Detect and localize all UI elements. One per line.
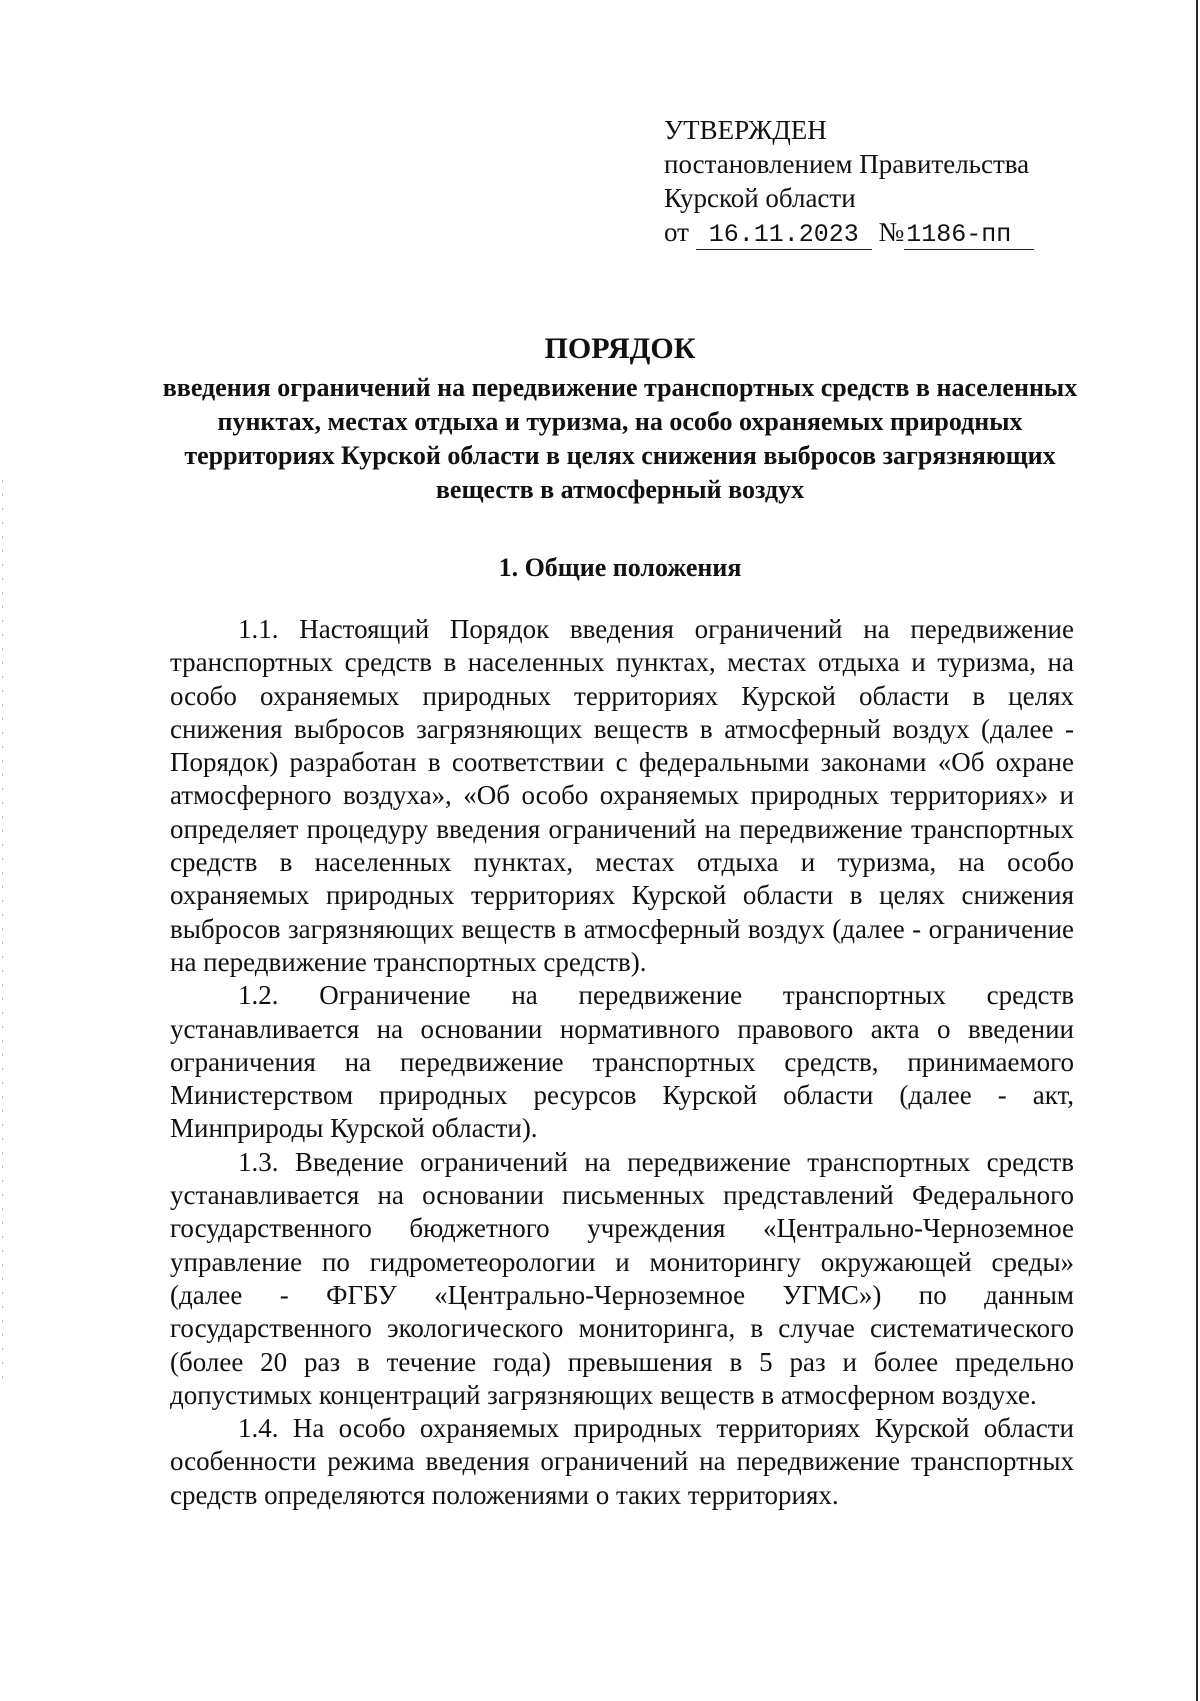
approval-date-prefix: от — [664, 217, 689, 247]
approval-region: Курской области — [664, 183, 856, 213]
paragraph-1-3: 1.3. Введение ограничений на передвижение транспортных средств устанавливается на основании письменных представлений Федерального государственного бюджетного учреждения «Центрально-Черноземное управление по гидрометеорологии и мониторингу окружающей среды» (далее - ФГБУ «Центрально-Черноземное УГМС») по данным государственного экологического мониторинга, в случае систематического (более 20 раз в течение года) превышения в 5 раз и более предельно допустимых концентраций загрязняющих веществ в атмосферном воздухе. — [170, 1146, 1074, 1410]
document-subtitle: введения ограничений на передвижение транспортных средств в населенных пунктах, местах отдыха и туризма, на особо охраняемых природных территориях Курской области в целях снижения выбросов загрязняющих веществ в атмосферный воздух — [162, 373, 1078, 504]
document-body — [170, 613, 1074, 1512]
section-heading: 1. Общие положения — [498, 553, 742, 582]
paragraph-1-1: 1.1. Настоящий Порядок введения ограничений на передвижение транспортных средств в населенных пунктах, местах отдыха и туризма, на особо охраняемых природных территориях Курской области в целях снижения выбросов загрязняющих веществ в атмосферный воздух (далее - Порядок) разработан в соответствии с федеральными законами «Об охране атмосферного воздуха», «Об особо охраняемых природных территориях» и определяет процедуру введения ограничений на передвижение транспортных средств в населенных пунктах, местах отдыха и туризма, на особо охраняемых природных территориях Курской области в целях снижения выбросов загрязняющих веществ в атмосферный воздух (далее - ограничение на передвижение транспортных средств). — [170, 614, 1074, 977]
approval-authority: постановлением Правительства — [664, 149, 1030, 179]
approval-number-prefix: № — [878, 217, 905, 247]
approval-heading: УТВЕРЖДЕН — [664, 115, 827, 145]
approval-stamp-block — [664, 113, 1104, 250]
paragraph-1-2: 1.2. Ограничение на передвижение транспортных средств устанавливается на основании нормативного правового акта о введении ограничения на передвижение транспортных средств, принимаемого Министерством природных ресурсов Курской области (далее - акт, Минприроды Курской области). — [170, 980, 1074, 1144]
document-title-block — [150, 331, 1090, 507]
approval-number: 1186-пп — [904, 221, 1034, 250]
scan-edge-line — [1196, 0, 1198, 1701]
approval-date: 16.11.2023 — [696, 221, 872, 250]
paragraph-1-4: 1.4. На особо охраняемых природных территориях Курской области особенности режима введения ограничений на передвижение транспортных средств определяются положениями о таких территориях. — [170, 1413, 1074, 1510]
document-title: ПОРЯДОК — [544, 332, 696, 365]
scan-margin-dots — [2, 480, 3, 1380]
approval-date-number-line — [664, 215, 1104, 250]
